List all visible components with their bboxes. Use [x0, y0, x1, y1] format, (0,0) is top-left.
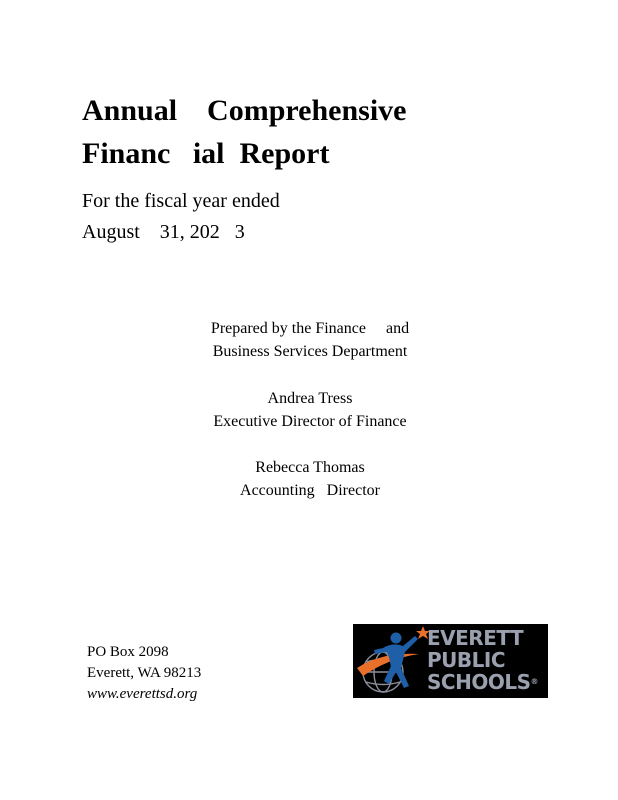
mailing-address	[87, 642, 201, 705]
prepared-by-line-2: Business Services Department	[212, 343, 408, 360]
prepared-by-line-1: Prepared by the Finance and	[210, 320, 410, 337]
report-title-line-1: Annual Comprehensive	[82, 94, 407, 127]
fiscal-year-label: For the fiscal year ended	[82, 190, 280, 212]
logo-word-everett: EVERETT	[427, 626, 524, 650]
logo-word-public: PUBLIC	[427, 648, 506, 672]
accounting-director-title: Accounting Director	[240, 482, 380, 499]
finance-director-title: Executive Director of Finance	[213, 413, 407, 430]
accounting-director-name: Rebecca Thomas	[255, 459, 365, 476]
prepared-by-block	[150, 317, 470, 363]
accounting-director-block	[150, 456, 470, 502]
fiscal-year-date: August 31, 202 3	[82, 221, 245, 243]
registered-mark: ®	[530, 677, 538, 686]
website-link[interactable]: www.everettsd.org	[87, 686, 198, 702]
finance-director-name: Andrea Tress	[267, 390, 353, 407]
po-box: PO Box 2098	[87, 644, 169, 660]
everett-public-schools-logo	[353, 624, 548, 698]
finance-director-block	[150, 387, 470, 433]
report-title-line-2: Financ ial Report	[82, 137, 330, 170]
city-state-zip: Everett, WA 98213	[87, 665, 202, 681]
logo-wordmark	[427, 627, 538, 693]
logo-word-schools: SCHOOLS®	[427, 670, 538, 694]
